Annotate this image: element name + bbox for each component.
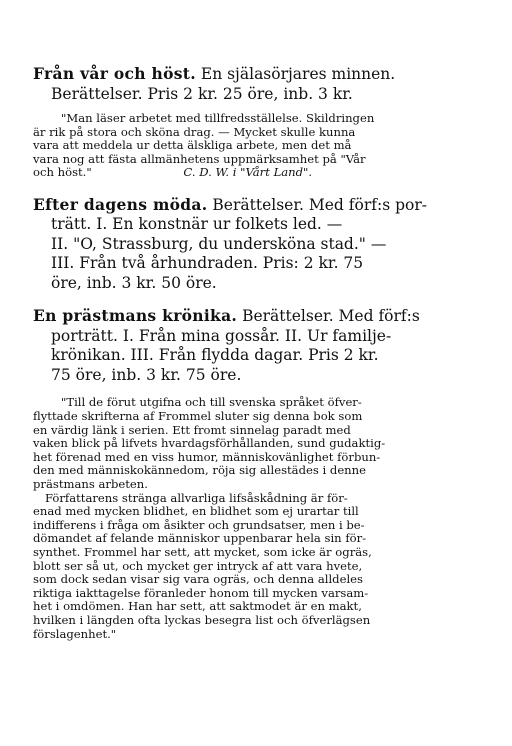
book-subtitle: Berättelser. Med förf:s por- [207, 195, 427, 214]
book-title: En prästmans krönika. [33, 306, 238, 326]
book-price-line: 75 öre, inb. 3 kr. 75 öre. [51, 365, 242, 384]
quote-line: blott ser så ut, och mycket ger intryck af att vara hvete, [33, 558, 363, 573]
quote-line: en värdig länk i serien. Ett fromt sinnelag paradt med [33, 422, 351, 437]
quote-line: synthet. Frommel har sett, att mycket, som icke är ogräs, [33, 545, 372, 559]
quote-line: indifferens i fråga om åsikter och grundsatser, men i be- [33, 517, 365, 532]
quote-line: prästmans arbeten. [33, 477, 148, 492]
quote-line: vara att meddela ur detta älskliga arbete, men det må [33, 138, 352, 153]
quote-line: riktiga iakttagelse föranleder honom till mycken varsam- [33, 585, 369, 600]
quote-line: vaken blick på lifvets hvardagsförhållanden, sund gudaktig- [33, 436, 386, 451]
book-description-line: II. "O, Strassburg, du undersköna stad." — [51, 234, 387, 253]
quote-line: och höst." [33, 165, 92, 180]
quote-line: är rik på stora och sköna drag. — Mycket skulle kunna [33, 124, 356, 139]
book-subtitle: En själasörjares minnen. [195, 65, 396, 83]
quote-line: het förenad med en viss humor, människovänlighet förbun- [33, 449, 381, 464]
book-description-line: krönikan. III. Från flydda dagar. Pris 2 kr. [51, 346, 379, 365]
quote-line: dömandet af felande människor uppenbarar hela sin för- [33, 531, 367, 546]
book-subtitle: Berättelser. Med förf:s [237, 307, 420, 326]
book-description-line: trätt. I. En konstnär ur folkets led. — [51, 215, 343, 234]
review-quote [33, 396, 421, 641]
book-title: Efter dagens möda. [33, 194, 208, 214]
book-entry-fran-var-och-host [33, 64, 421, 104]
quote-line: vara nog att fästa allmänhetens uppmärksamhet på "Vår [33, 151, 366, 166]
quote-line: Författarens stränga allvarliga lifsåskådning är för- [45, 490, 348, 505]
review-quote [33, 112, 421, 180]
quote-line: som dock sedan visar sig vara ogräs, och denna alldeles [33, 572, 363, 587]
quote-line: förslagenhet." [33, 626, 117, 641]
quote-line: flyttade skrifterna af Frommel sluter sig denna bok som [33, 409, 363, 424]
book-entry-efter-dagens-moda [33, 194, 427, 294]
quote-line: het i omdömen. Han har sett, att saktmodet är en makt, [33, 599, 362, 614]
quote-signature: C. D. W. i "Vårt Land". [183, 165, 313, 180]
book-description-line: porträtt. I. Från mina gossår. II. Ur familje- [51, 326, 392, 345]
quote-line: den med människokännedom, röja sig allestädes i denne [33, 463, 366, 478]
book-description-line: III. Från två århundraden. Pris: 2 kr. 75 [51, 254, 364, 273]
quote-line: hvilken i längden ofta lyckas besegra list och öfverlägsen [33, 612, 371, 627]
book-title: Från vår och höst. [33, 64, 196, 83]
book-price-line: Berättelser. Pris 2 kr. 25 öre, inb. 3 kr. [51, 84, 353, 103]
quote-line: "Till de förut utgifna och till svenska språket öfver- [61, 395, 362, 410]
book-entry-en-prastmans-kronika [33, 306, 421, 385]
quote-line: "Man läser arbetet med tillfredsställelse. Skildringen [61, 111, 375, 125]
book-advertisement-page [33, 64, 427, 641]
book-price-line: öre, inb. 3 kr. 50 öre. [51, 273, 217, 292]
quote-line: enad med mycken blidhet, en blidhet som ej urartar till [33, 504, 359, 519]
